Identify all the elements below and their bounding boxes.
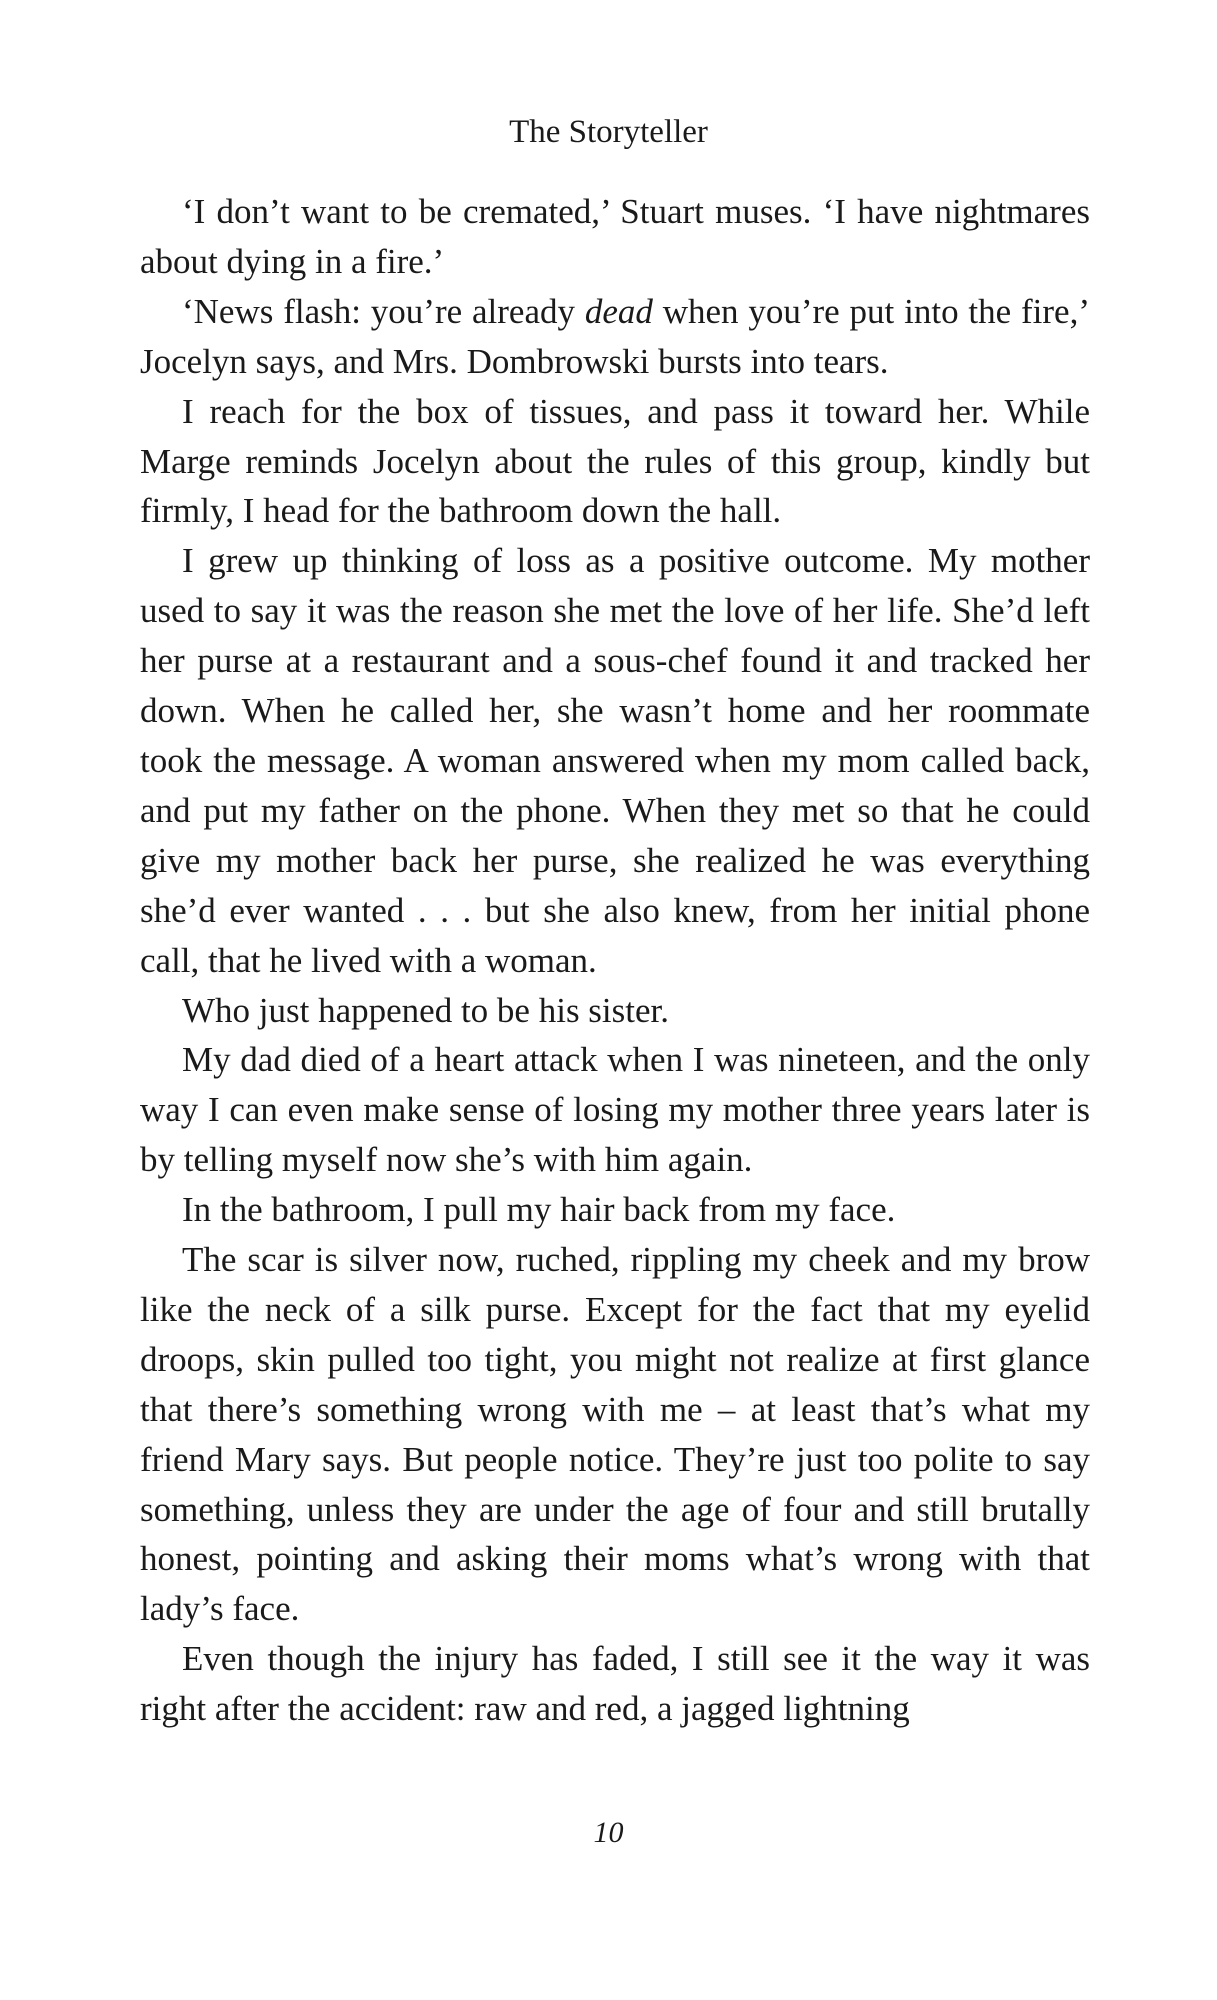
text-run: ‘News flash: you’re already — [182, 291, 585, 331]
paragraph: In the bathroom, I pull my hair back from my face. — [182, 1190, 896, 1230]
paragraph: My dad died of a heart attack when I was nineteen, and the only way I can even make sense of losing my mother three years later is by telling myself now she’s with him again. — [140, 1040, 1090, 1180]
italic-emphasis: dead — [584, 291, 653, 331]
running-head: The Storyteller — [509, 114, 708, 150]
body-text — [140, 187, 1090, 1734]
page-number: 10 — [593, 1816, 624, 1849]
paragraph — [140, 287, 1090, 387]
text-run: when you’re put into the fire,’ Jocelyn says, and Mrs. Dombrowski bursts into tears. — [140, 291, 1090, 381]
paragraph: The scar is silver now, ruched, rippling my cheek and my brow like the neck of a silk purse. Except for the fact that my eyelid droops, skin pulled too tight, you might not realize at first glance that there’s something wrong with me – at least that’s what my friend Mary says. But people notice. They’re just too polite to say something, unless they are under the age of four and still brutally honest, pointing and asking their moms what’s wrong with that lady’s face. — [140, 1240, 1090, 1629]
paragraph: Who just happened to be his sister. — [182, 990, 670, 1030]
paragraph: Even though the injury has faded, I still see it the way it was right after the accident: raw and red, a jagged lightning — [140, 1639, 1090, 1729]
paragraph: ‘I don’t want to be cremated,’ Stuart muses. ‘I have nightmares about dying in a fire.’ — [140, 192, 1090, 281]
paragraph: I grew up thinking of loss as a positive outcome. My mother used to say it was the reason she met the love of her life. She’d left her purse at a restaurant and a sous-chef found it and tracked her down. When he called her, she wasn’t home and her roommate took the message. A woman answered when my mom called back, and put my father on the phone. When they met so that he could give my mother back her purse, she realized he was everything she’d ever wanted . . . but she also knew, from her initial phone call, that he lived with a woman. — [140, 541, 1090, 980]
paragraph: I reach for the box of tissues, and pass it toward her. While Marge reminds Jocelyn about the rules of this group, kindly but firmly, I head for the bathroom down the hall. — [140, 391, 1090, 531]
